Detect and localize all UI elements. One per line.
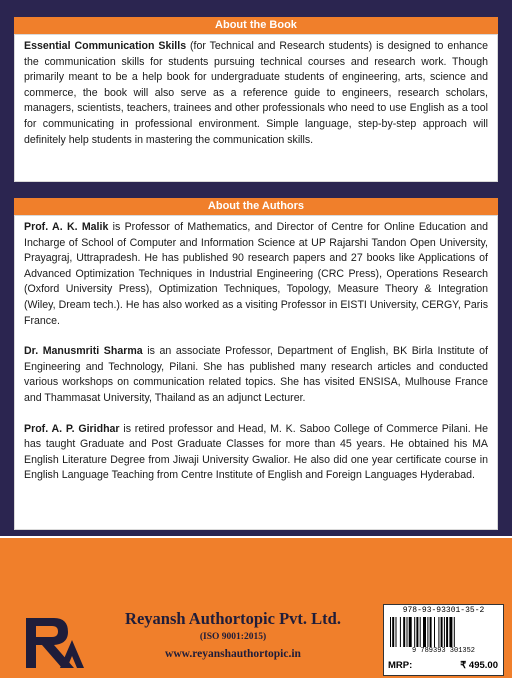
about-book-heading: About the Book [14,17,498,34]
author-name: Dr. Manusmriti Sharma [24,345,143,358]
author-name: Prof. A. P. Giridhar [24,422,120,435]
about-authors-panel [14,215,498,530]
isbn-text: 978-93-93301-35-2 [402,606,485,615]
mrp-label: MRP: [388,660,413,671]
barcode-bars [390,617,498,647]
about-book-paragraph [24,39,488,148]
publisher-iso: (ISO 9001:2015) [199,632,267,642]
author-name: Prof. A. K. Malik [24,221,109,233]
mrp-price: ₹ 495.00 [460,660,498,671]
author-bio [24,344,488,406]
author-bio [24,220,488,329]
about-book-text: (for Technical and Research students) is designed to enhance the communication skills for students pursuing technical courses and research work. Though primarily meant to be a help book for undergraduate students of engineering, arts, science and commerce, the book will also serve as a reference guide to engineers, research scholars, managers, scientists, teachers, trainees and other professionals who need to use English as a tool for communicating in professional environment. Simple language, step-by-step approach will definitely help students in mastering the communication skills. [24,40,488,146]
footer-divider [0,536,512,538]
author-bio-text: is an associate Professor, Department of English, BK Birla Institute of Engineering and Technology, Pilani. She has published many research articles and conducted various workshops on communication related topics. She has visited ENSISA, Mulhouse France and Thammasat University, Thailand as an adjunct Lecturer. [24,345,488,404]
about-book-panel [14,34,498,182]
book-title: Essential Communication Skills [24,40,187,52]
footer-band [0,536,512,678]
author-bio-text: is Professor of Mathematics, and Director of Centre for Online Education and Incharge of School of Computer and Information Science at UP Rajarshi Tandon Open University, Prayagraj, Uttrapradesh. He has published 90 research papers and 27 books like Applications of Advanced Optimization Techniques in Industrial Engineering (CRC Press), Operations Research (Oxford University Press), Optimization Techniques, Topology, Measure Theory & Integration (Wiley, Dream tech.). He has also worked as a visiting Professor in EISTI University, CERGY, Paris France. [24,221,488,327]
mrp-row [388,660,500,671]
publisher-name: Reyansh Authortopic Pvt. Ltd. [125,609,341,628]
barcode-box [383,604,504,676]
author-bio-text: is retired professor and Head, M. K. Saboo College of Commerce Pilani. He has taught Graduate and Post Graduate Classes for more than 45 years. He obtained his MA English Literature Degree from Jiwaji University Gwalior. He also did one year certificate course in English Language Teaching from Centre Institute of English and Foreign Languages Hyderabad. [24,422,488,482]
publisher-website: www.reyanshauthortopic.in [165,648,301,660]
about-authors-heading: About the Authors [14,198,498,215]
publisher-block [98,608,368,664]
ra-monogram-logo-icon [20,614,86,670]
author-bio [24,422,488,484]
barcode-number: 9 789393 301352 [411,647,475,655]
